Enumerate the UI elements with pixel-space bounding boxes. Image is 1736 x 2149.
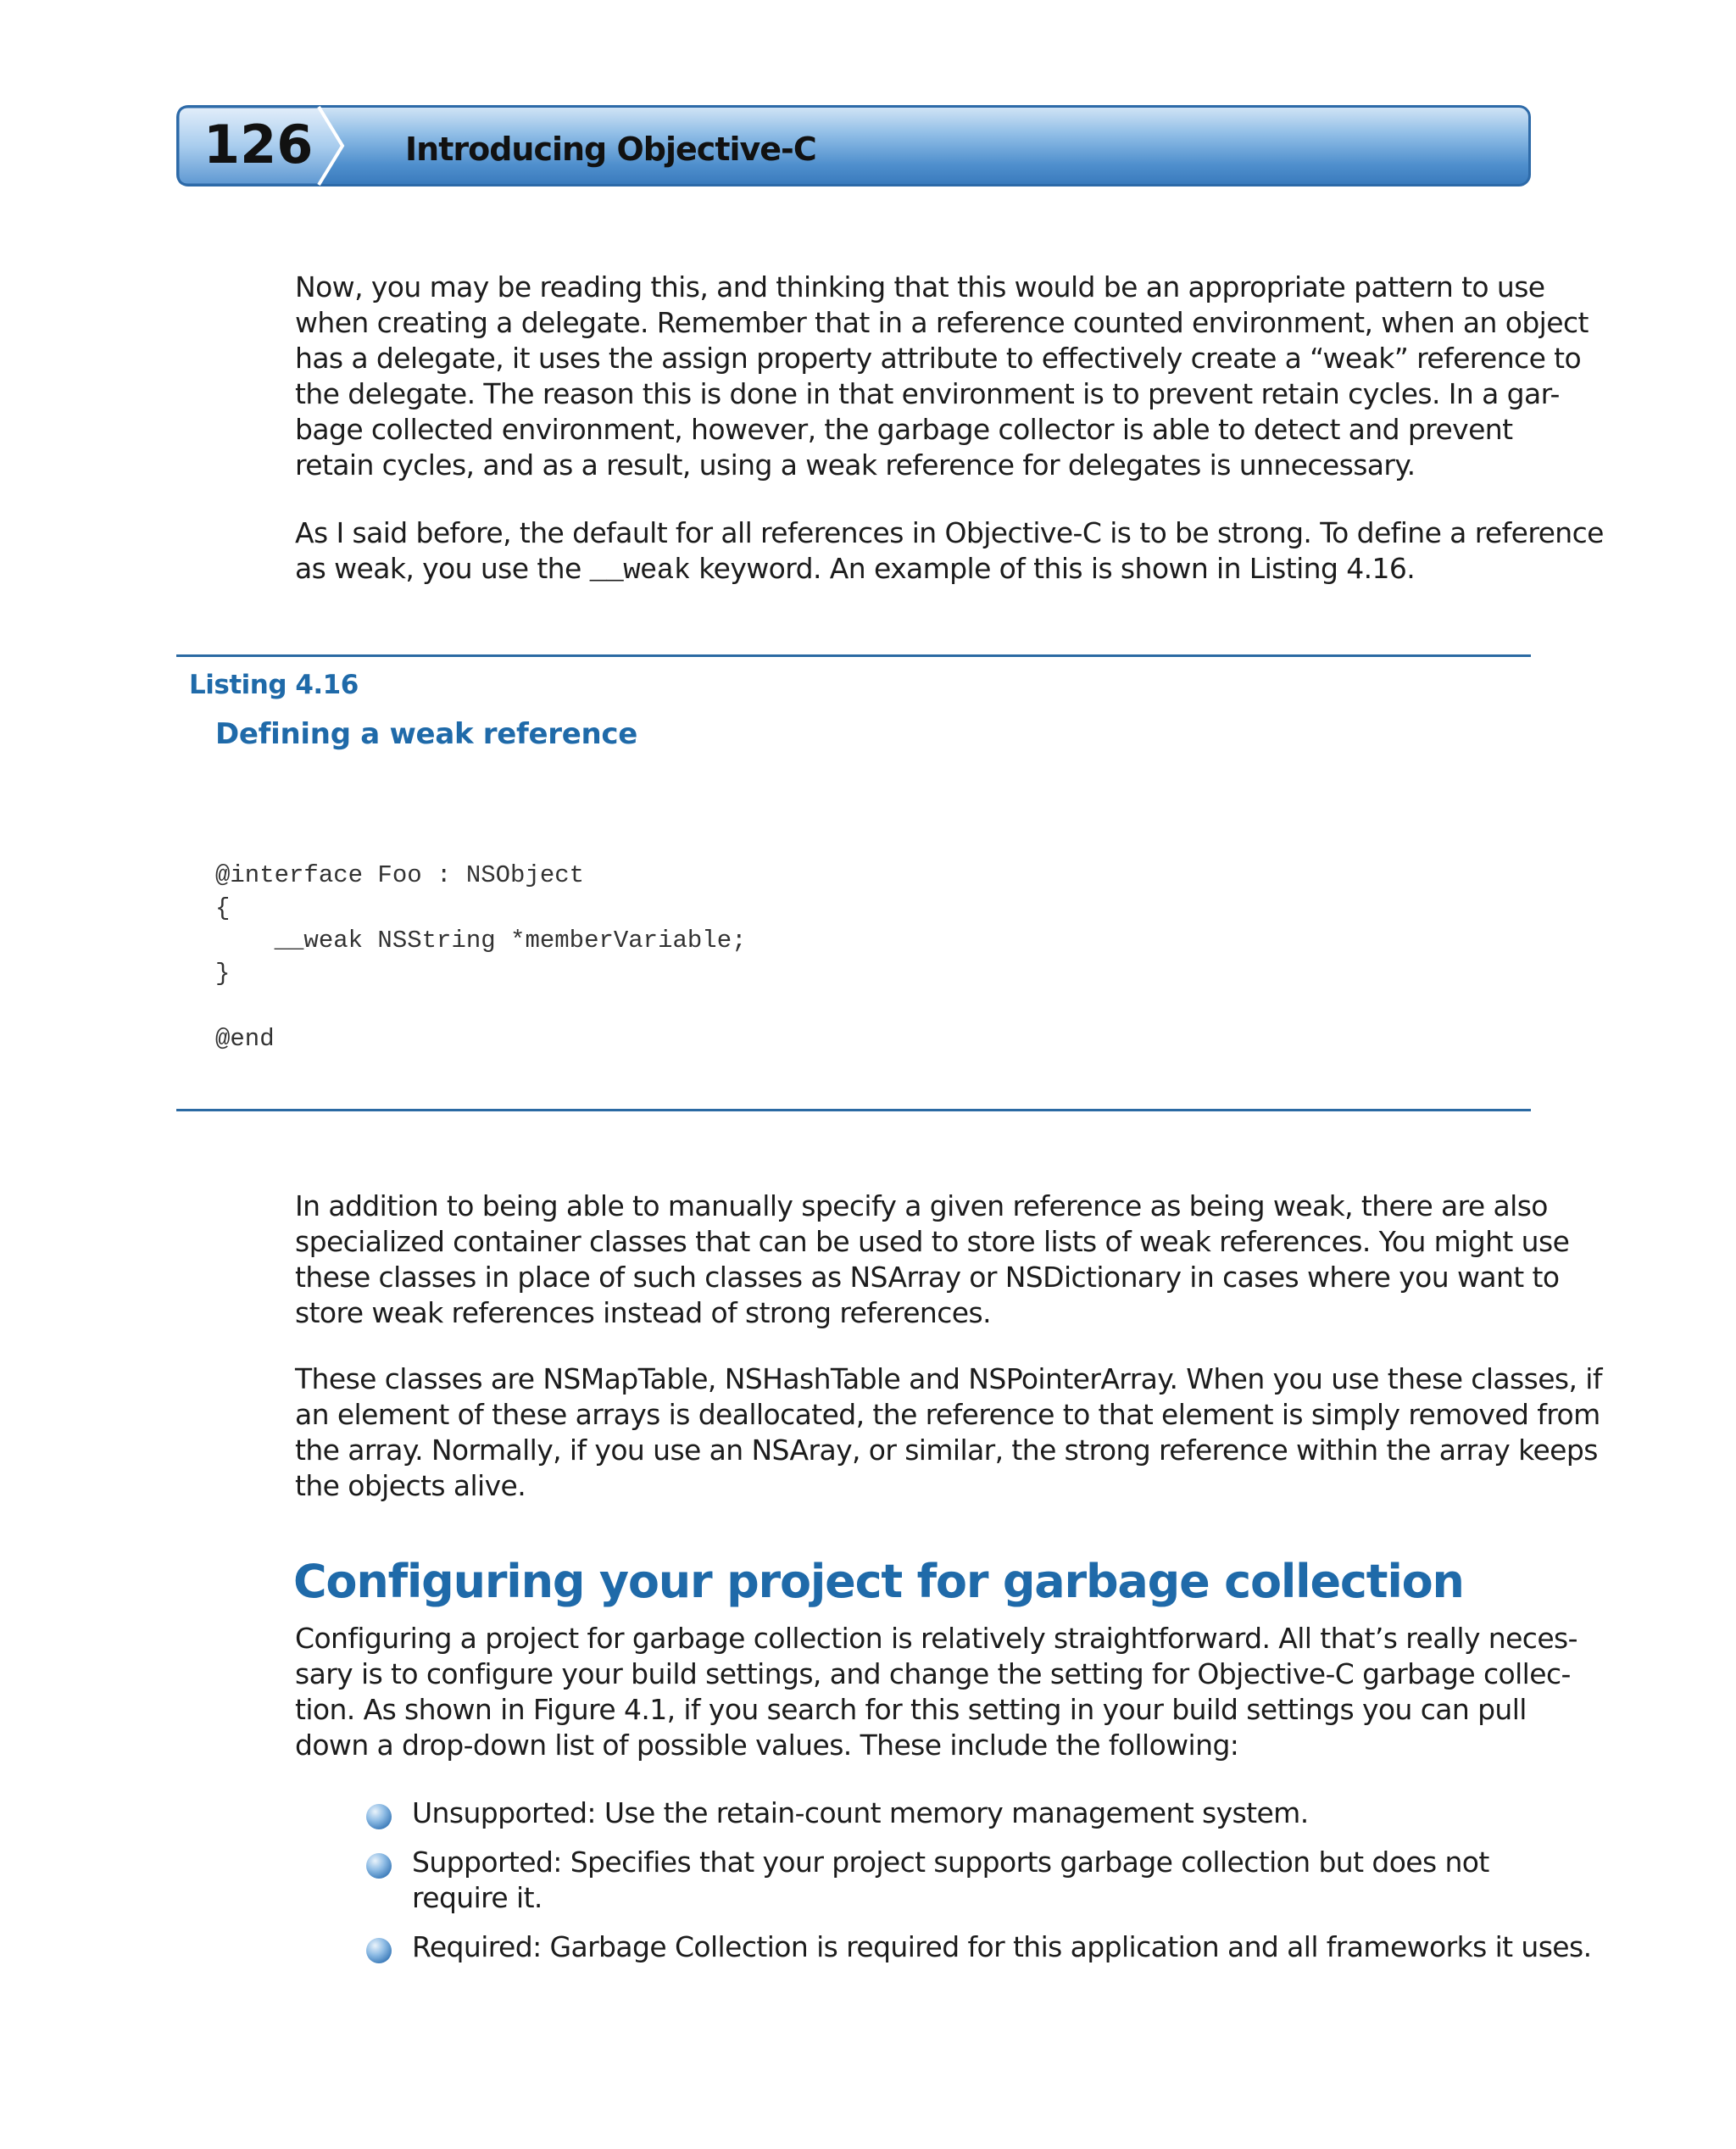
text-line: down a drop-down list of possible values. These include the following: xyxy=(295,1729,1239,1762)
page-number: 126 xyxy=(203,114,314,175)
text-line: retain cycles, and as a result, using a weak reference for delegates is unnecessary. xyxy=(295,448,1416,482)
text-line: As I said before, the default for all references in Objective-C is to be strong. To define a reference xyxy=(295,516,1604,549)
text-line: the array. Normally, if you use an NSAray, or similar, the strong reference within the array keeps xyxy=(295,1434,1598,1467)
text-line: the objects alive. xyxy=(295,1469,526,1502)
text-line: tion. As shown in Figure 4.1, if you search for this setting in your build settings you can pull xyxy=(295,1693,1527,1726)
list-item-text xyxy=(412,1795,1548,1831)
text-line: the delegate. The reason this is done in that environment is to prevent retain cycles. In a gar- xyxy=(295,377,1560,410)
text-line: sary is to configure your build settings, and change the setting for Objective-C garbage collec- xyxy=(295,1657,1571,1690)
code-listing: @interface Foo : NSObject { __weak NSString *memberVariable; } @end xyxy=(215,861,747,1053)
paragraph-weak-keyword xyxy=(295,515,1604,589)
text-line xyxy=(295,551,1534,589)
bullet-icon xyxy=(366,1938,392,1963)
listing-top-rule xyxy=(176,654,1531,657)
list-item-text xyxy=(412,1845,1548,1916)
text-line: these classes in place of such classes as NSArray or NSDictionary in cases where you want to xyxy=(295,1261,1560,1294)
listing-title: Defining a weak reference xyxy=(215,717,638,751)
text-run: as weak, you use the xyxy=(295,552,590,585)
paragraph-weak-containers xyxy=(295,1189,1570,1331)
text-line: has a delegate, it uses the assign property attribute to effectively create a “weak” reference to xyxy=(295,342,1582,375)
text-line: require it. xyxy=(412,1881,542,1914)
text-line: Unsupported: Use the retain-count memory management system. xyxy=(412,1796,1309,1829)
paragraph-container-classes xyxy=(295,1361,1602,1504)
bullet-icon xyxy=(366,1853,392,1879)
running-header-band xyxy=(176,105,1531,187)
text-line: specialized container classes that can be used to store lists of weak references. You might use xyxy=(295,1225,1570,1258)
listing-bottom-rule xyxy=(176,1109,1531,1111)
section-heading: Configuring your project for garbage collection xyxy=(293,1555,1464,1608)
bullet-icon xyxy=(366,1804,392,1829)
paragraph-delegates xyxy=(295,270,1589,483)
text-line: In addition to being able to manually specify a given reference as being weak, there are also xyxy=(295,1189,1548,1222)
listing-label: Listing 4.16 xyxy=(189,670,359,700)
text-line: These classes are NSMapTable, NSHashTable and NSPointerArray. When you use these classes, if xyxy=(295,1362,1602,1395)
inline-code-weak: __weak xyxy=(589,555,691,587)
text-line: Configuring a project for garbage collection is relatively straightforward. All that’s really neces- xyxy=(295,1622,1577,1655)
text-run: keyword. An example of this is shown in Listing 4.16. xyxy=(690,552,1416,585)
text-line: bage collected environment, however, the garbage collector is able to detect and prevent xyxy=(295,413,1513,446)
text-line: when creating a delegate. Remember that in a reference counted environment, when an object xyxy=(295,306,1589,339)
running-title: Introducing Objective-C xyxy=(405,131,816,168)
list-item-text xyxy=(412,1929,1592,1965)
text-line: Required: Garbage Collection is required for this application and all frameworks it uses. xyxy=(412,1930,1592,1963)
paragraph-configuring xyxy=(295,1621,1577,1763)
text-line: store weak references instead of strong references. xyxy=(295,1296,991,1329)
text-line: Supported: Specifies that your project supports garbage collection but does not xyxy=(412,1846,1489,1879)
text-line: Now, you may be reading this, and thinking that this would be an appropriate pattern to use xyxy=(295,270,1545,303)
text-line: an element of these arrays is deallocated, the reference to that element is simply removed from xyxy=(295,1398,1600,1431)
